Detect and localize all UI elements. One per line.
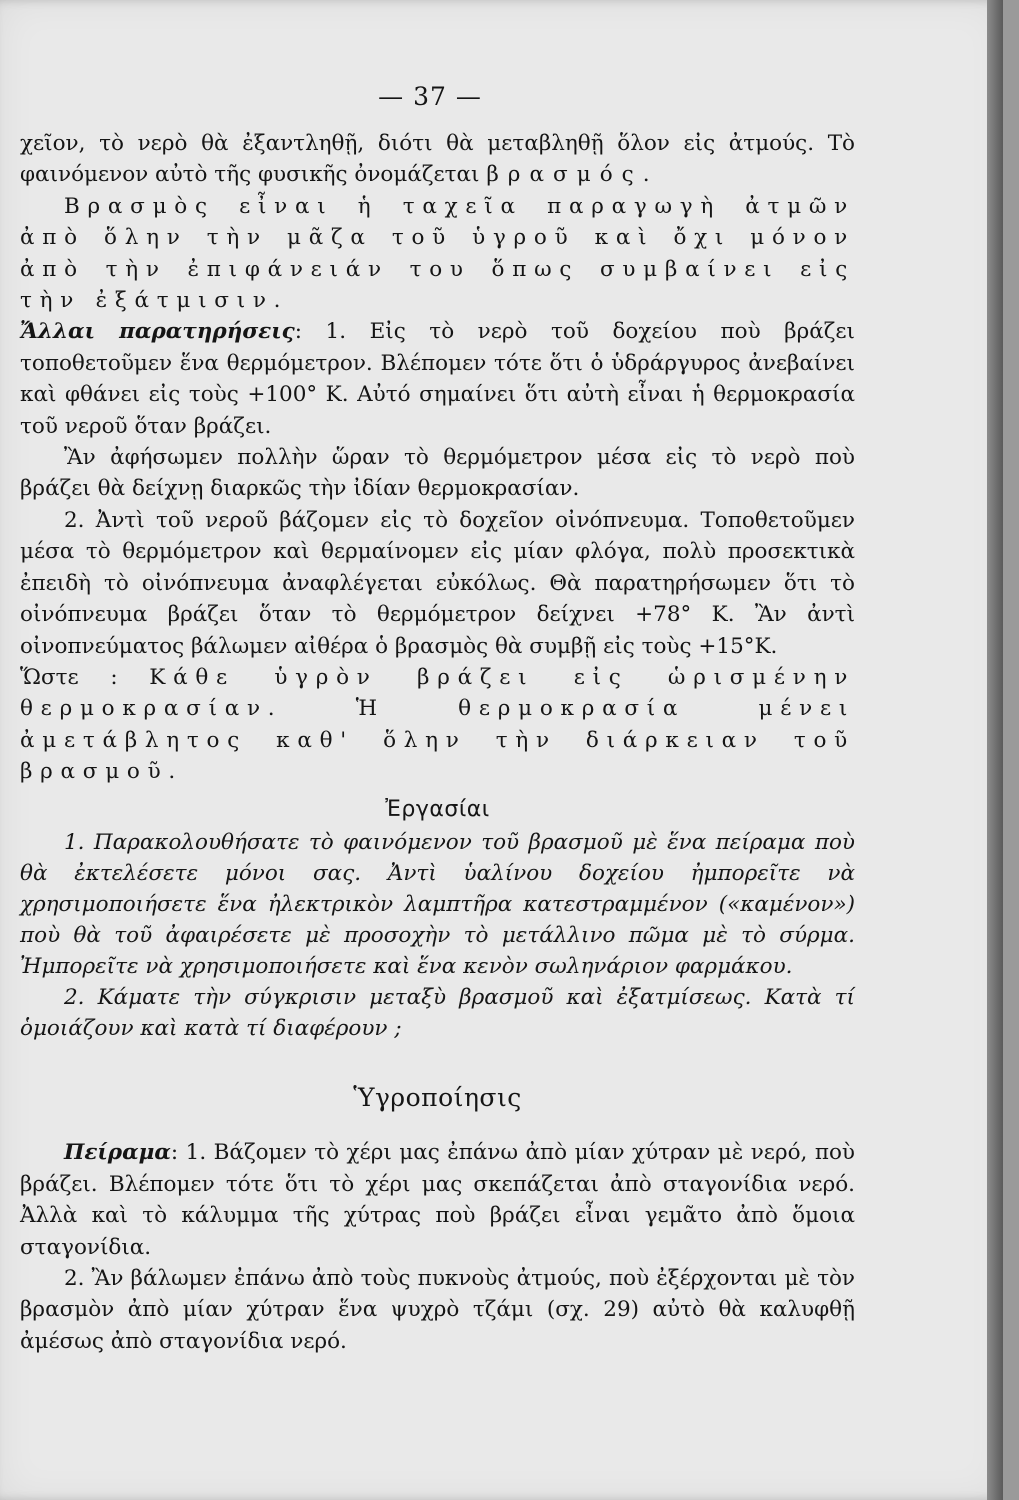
paragraph-experiment-2: 2. Ἂν βάλωμεν ἐπάνω ἀπὸ τοὺς πυκνοὺς ἀτμούς, ποὺ ἐξέρχονται μὲ τὸν βρασμὸν ἀπὸ μίαν χύτραν ἕνα ψυχρὸ τζάμι (σχ. 29) αὐτὸ θὰ καλυφθῇ ἀμέσως ἀπὸ σταγονίδια νερό. [20,1265,855,1354]
page-number: — 37 — [378,82,482,111]
observations-text: : 1. Εἰς τὸ νερὸ τοῦ δοχείου ποὺ βράζει τοποθετοῦμεν ἕνα θερμόμετρον. Βλέπομεν τότε ὅτι ὁ ὑδράργυρος ἀνεβαίνει καὶ φθάνει εἰς τοὺς +100° Κ. Αὐτό σημαίνει ὅτι αὐτὴ εἶναι ἡ θερμοκρασία τοῦ νεροῦ ὅταν βράζει. [20,319,855,439]
section-title-ergasiai: Ἐργασίαι [385,796,490,822]
paragraph-conclusion [20,662,855,788]
paragraph-1-text: χεῖον, τὸ νερὸ θὰ ἐξαντληθῇ, διότι θὰ μεταβληθῇ ὅλον εἰς ἀτμούς. Τὸ φαινόμενον αὐτὸ τῆς φυσικῆς ὀνομάζεται [20,131,855,188]
exercise-1: 1. Παρακολουθήσατε τὸ φαινόμενον τοῦ βρασμοῦ μὲ ἕνα πείραμα ποὺ θὰ ἐκτελέσετε μόνοι σας. Ἀντὶ ὑαλίνου δοχείου ἠμπορεῖτε νὰ χρησιμοποιήσετε ἕνα ἠλεκτρικὸν λαμπτῆρα κατεστραμμένον («καμένον») ποὺ θὰ τοῦ ἀφαιρέσετε μὲ προσοχὴν τὸ μετάλλινο πῶμα μὲ τὸ σύρμα. Ἠμπορεῖτε νὰ χρησιμοποιήσετε καὶ ἕνα κενὸν σωληνάριον φαρμάκου. [20,829,855,979]
page-content [20,128,855,1357]
conclusion-lead: Ὥστε : [20,664,118,690]
paragraph-observations [20,316,855,442]
definition-paragraph: Βρασμὸς εἶναι ἡ ταχεῖα παραγωγὴ ἀτμῶν ἀπὸ ὅλην τὴν μᾶζα τοῦ ὑγροῦ καὶ ὄχι μόνον ἀπὸ τὴν ἐπιφάνειάν του ὅπως συμβαίνει εἰς τὴν ἐξάτμισιν. [20,193,855,314]
observations-label: Ἄλλαι παρατηρήσεις [20,319,295,345]
experiment-1-text: : 1. Βάζομεν τὸ χέρι μας ἐπάνω ἀπὸ μίαν χύτραν μὲ νερό, ποὺ βράζει. Βλέπομεν τότε ὅτι τὸ χέρι μας σκεπάζεται ἀπὸ σταγονίδια νερό. Ἀλλὰ καὶ τὸ κάλυμμα τῆς χύτρας ποὺ βράζει εἶναι γεμᾶτο ἀπὸ ὅμοια σταγονίδια. [20,1140,855,1260]
paragraph-thermometer: Ἂν ἀφήσωμεν πολλὴν ὥραν τὸ θερμόμετρον μέσα εἰς τὸ νερὸ ποὺ βράζει θὰ δείχνῃ διαρκῶς τὴν ἰδίαν θερμοκρασίαν. [20,445,855,502]
conclusion-text: Κάθε ὑγρὸν βράζει εἰς ὡρισμένην θερμοκρασίαν. Ἡ θερμοκρασία μένει ἀμετάβλητος καθ' ὅλην τὴν διάρκειαν τοῦ βρασμοῦ. [20,664,856,785]
term-vrasmos: βρασμός. [486,162,659,188]
exercise-2: 2. Κάματε τὴν σύγκρισιν μεταξὺ βρασμοῦ καὶ ἐξατμίσεως. Κατὰ τί ὁμοιάζουν καὶ κατὰ τί διαφέρουν ; [20,984,855,1041]
paragraph-alcohol: 2. Ἀντὶ τοῦ νεροῦ βάζομεν εἰς τὸ δοχεῖον οἰνόπνευμα. Τοποθετοῦμεν μέσα τὸ θερμόμετρον καὶ θερμαίνομεν εἰς μίαν φλόγα, πολὺ προσεκτικὰ ἐπειδὴ τὸ οἰνόπνευμα ἀναφλέγεται εὐκόλως. Θὰ παρατηρήσωμεν ὅτι τὸ οἰνόπνευμα βράζει ὅταν τὸ θερμόμετρον δείχνει +78° Κ. Ἂν ἀντὶ οἰνοπνεύματος βάλωμεν αἰθέρα ὁ βρασμὸς θὰ συμβῇ εἰς τοὺς +15°Κ. [20,507,855,659]
paragraph-1 [20,128,855,191]
paragraph-experiment-1 [20,1137,855,1263]
experiment-label: Πείραμα [64,1140,171,1166]
section-title-ygropoiisis: Ὑγροποίησις [353,1082,522,1112]
page-edge [987,0,1003,1500]
